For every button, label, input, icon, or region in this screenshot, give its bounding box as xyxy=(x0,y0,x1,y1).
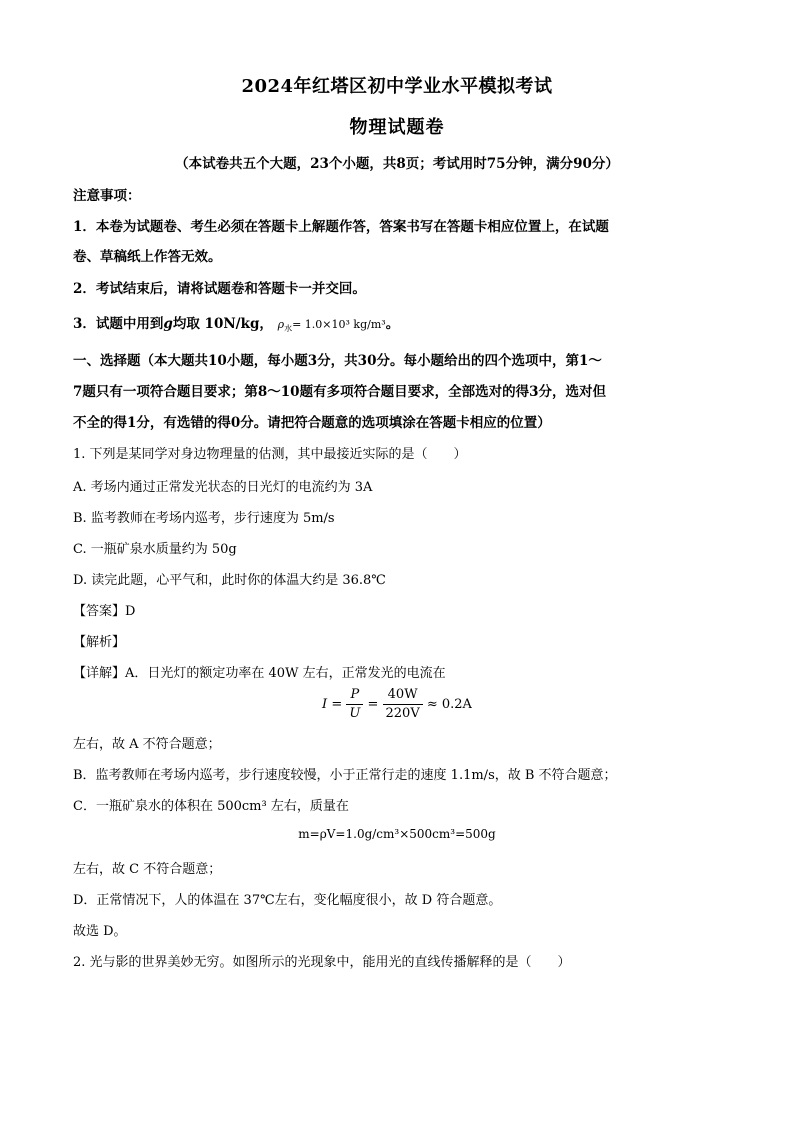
notice-heading: 注意事项： xyxy=(73,188,141,204)
answer-value: D xyxy=(125,604,136,619)
notice-item-2: 2．考试结束后，请将试题卷和答题卡一并交回。 xyxy=(73,281,366,297)
q1-option-a: A. 考场内通过正常发光状态的日光灯的电流约为 3A xyxy=(73,480,373,495)
notice-item-1-line-1: 1．本卷为试题卷、考生必须在答题卡上解题作答，答案书写在答题卡相应位置上，在试题 xyxy=(73,219,609,235)
q2-stem: 2. 光与影的世界美妙无穷。如图所示的光现象中，能用光的直线传播解释的是（ ） xyxy=(73,955,571,970)
notice-item-3-mid: 均取 10N/kg， xyxy=(172,316,273,332)
notice-item-3-prefix: 3．试题中用到 xyxy=(73,316,164,332)
formula-eq-1: = xyxy=(331,697,343,712)
q1-detail-b: B．监考教师在考场内巡考，步行速度较慢，小于正常行走的速度 1.1m/s，故 B 不符合题意； xyxy=(73,768,617,783)
formula-fraction-p-u: $\frac{P}{U}$ xyxy=(346,686,363,723)
notice-item-3-end: 。 xyxy=(385,316,400,332)
q1-stem: 1. 下列是某同学对身边物理量的估测，其中最接近实际的是（ ） xyxy=(73,447,467,462)
notice-item-1-line-2: 卷、草稿纸上作答无效。 xyxy=(73,249,222,265)
formula-approx: ≈ 0.2A xyxy=(426,697,472,712)
current-formula xyxy=(0,686,794,723)
q1-detail-a xyxy=(73,662,723,681)
detail-a-text: A．日光灯的额定功率在 40W 左右，正常发光的电流在 xyxy=(125,666,446,681)
q1-answer xyxy=(73,600,723,619)
q1-analysis-label: 【解析】 xyxy=(73,635,126,650)
section-1-line-1: 一、选择题（本大题共10小题，每小题3分，共30分。每小题给出的四个选项中，第1～ xyxy=(73,353,602,369)
notice-item-3 xyxy=(73,312,723,334)
q1-option-d: D. 读完此题，心平气和，此时你的体温大约是 36.8℃ xyxy=(73,573,386,588)
formula-eq-2: = xyxy=(367,697,379,712)
page-title: 2024年红塔区初中学业水平模拟考试 xyxy=(241,76,553,97)
q1-detail-c: C．一瓶矿泉水的体积在 500cm³ 左右，质量在 xyxy=(73,799,349,814)
exam-info: （本试卷共五个大题，23个小题，共8页；考试用时75分钟，满分90分） xyxy=(175,156,619,172)
formula-fraction-values: $\frac{40W}{220V}$ xyxy=(383,686,423,723)
notice-item-3-g: g xyxy=(163,316,173,332)
q1-detail-d: D．正常情况下，人的体温在 37℃左右，变化幅度很小，故 D 符合题意。 xyxy=(73,893,502,908)
q1-option-b: B. 监考教师在考场内巡考，步行速度为 5m/s xyxy=(73,511,335,526)
q1-c-conclusion: 左右，故 C 不符合题意； xyxy=(73,862,222,877)
q1-conclusion: 故选 D。 xyxy=(73,924,127,939)
mass-formula: m=ρV=1.0g/cm³×500cm³=500g xyxy=(298,827,496,841)
section-1-line-3: 不全的得1分，有选错的得0分。请把符合题意的选项填涂在答题卡相应的位置） xyxy=(73,415,551,431)
q1-option-c: C. 一瓶矿泉水质量约为 50g xyxy=(73,542,237,557)
answer-label: 【答案】 xyxy=(73,604,126,619)
water-density-formula: $\rho_水= 1.0\times 10^3$ kg/m³ xyxy=(277,318,386,334)
formula-lhs: I xyxy=(322,697,328,712)
page-subtitle: 物理试题卷 xyxy=(349,117,445,138)
detail-label: 【详解】 xyxy=(73,666,126,681)
q1-a-conclusion: 左右，故 A 不符合题意； xyxy=(73,737,221,752)
section-1-line-2: 7题只有一项符合题目要求；第8～10题有多项符合题目要求，全部选对的得3分，选对但 xyxy=(73,384,606,400)
